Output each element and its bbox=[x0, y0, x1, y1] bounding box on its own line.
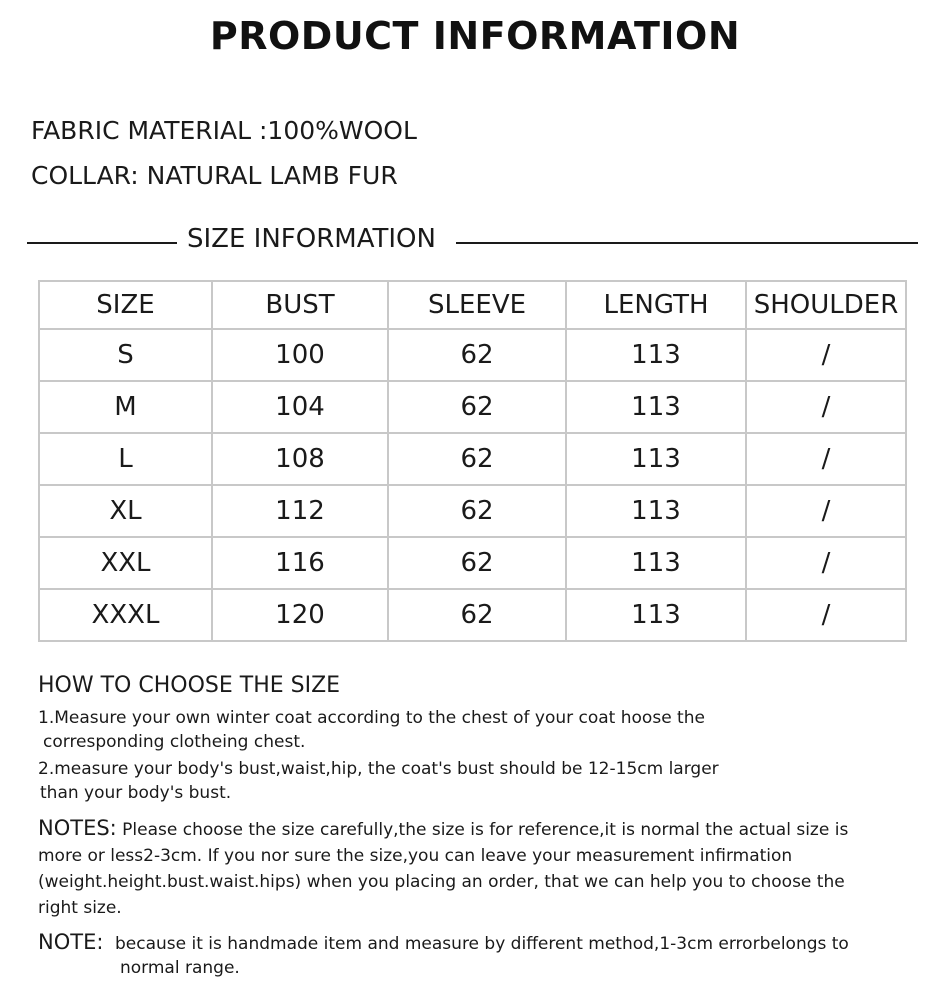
bust-cell: 108 bbox=[212, 433, 388, 485]
column-header-length: LENGTH bbox=[566, 281, 746, 329]
table-row bbox=[39, 485, 906, 537]
size-table-header-row bbox=[39, 281, 906, 329]
note-label: NOTE: bbox=[38, 930, 104, 954]
note-text-line-1: because it is handmade item and measure by different method,1-3cm errorbelongs to bbox=[115, 934, 849, 954]
shoulder-cell: / bbox=[746, 589, 906, 641]
size-information-heading: SIZE INFORMATION bbox=[187, 224, 436, 254]
sleeve-cell: 62 bbox=[388, 433, 566, 485]
size-information-header bbox=[0, 224, 950, 260]
guide-step-2-line-2: than your body's bust. bbox=[40, 783, 232, 803]
note-text-line-2: normal range. bbox=[120, 958, 240, 978]
length-cell: 113 bbox=[566, 381, 746, 433]
page-title: PRODUCT INFORMATION bbox=[209, 14, 741, 58]
notes-label: NOTES: bbox=[38, 816, 117, 840]
shoulder-cell: / bbox=[746, 485, 906, 537]
fabric-material-text: FABRIC MATERIAL :100%WOOL bbox=[31, 116, 417, 145]
size-cell: XL bbox=[39, 485, 212, 537]
size-cell: M bbox=[39, 381, 212, 433]
guide-step-1 bbox=[38, 706, 798, 754]
column-header-shoulder: SHOULDER bbox=[746, 281, 906, 329]
guide-step-1-line-1: 1.Measure your own winter coat according to the chest of your coat hoose the bbox=[38, 708, 705, 728]
how-to-choose-heading: HOW TO CHOOSE THE SIZE bbox=[38, 673, 341, 698]
sleeve-cell: 62 bbox=[388, 381, 566, 433]
notes-paragraph bbox=[38, 815, 888, 921]
table-row bbox=[39, 329, 906, 381]
sleeve-cell: 62 bbox=[388, 589, 566, 641]
bust-cell: 112 bbox=[212, 485, 388, 537]
shoulder-cell: / bbox=[746, 329, 906, 381]
divider-left bbox=[27, 242, 177, 244]
guide-step-2-line-1: 2.measure your body's bust,waist,hip, the coat's bust should be 12-15cm larger bbox=[38, 759, 719, 779]
shoulder-cell: / bbox=[746, 433, 906, 485]
size-cell: L bbox=[39, 433, 212, 485]
note-text bbox=[115, 932, 895, 980]
collar-text: COLLAR: NATURAL LAMB FUR bbox=[31, 161, 398, 190]
table-row bbox=[39, 537, 906, 589]
guide-step-2 bbox=[38, 757, 798, 805]
size-table bbox=[38, 280, 907, 642]
size-cell: XXL bbox=[39, 537, 212, 589]
length-cell: 113 bbox=[566, 433, 746, 485]
size-cell: XXXL bbox=[39, 589, 212, 641]
shoulder-cell: / bbox=[746, 537, 906, 589]
column-header-bust: BUST bbox=[212, 281, 388, 329]
size-cell: S bbox=[39, 329, 212, 381]
table-row bbox=[39, 381, 906, 433]
column-header-sleeve: SLEEVE bbox=[388, 281, 566, 329]
length-cell: 113 bbox=[566, 329, 746, 381]
sleeve-cell: 62 bbox=[388, 329, 566, 381]
table-row bbox=[39, 589, 906, 641]
column-header-size: SIZE bbox=[39, 281, 212, 329]
bust-cell: 116 bbox=[212, 537, 388, 589]
guide-step-1-line-2: corresponding clotheing chest. bbox=[43, 732, 306, 752]
shoulder-cell: / bbox=[746, 381, 906, 433]
bust-cell: 120 bbox=[212, 589, 388, 641]
bust-cell: 104 bbox=[212, 381, 388, 433]
divider-right bbox=[456, 242, 918, 244]
length-cell: 113 bbox=[566, 485, 746, 537]
sleeve-cell: 62 bbox=[388, 485, 566, 537]
length-cell: 113 bbox=[566, 589, 746, 641]
notes-text: Please choose the size carefully,the size is for reference,it is normal the actual size is more or less2-3cm. If you nor sure the size,you can leave your measurement infirmation (weight.height.bust.waist.hips) when you placing an order, that we can help you to choose the right size. bbox=[38, 820, 849, 918]
table-row bbox=[39, 433, 906, 485]
sleeve-cell: 62 bbox=[388, 537, 566, 589]
length-cell: 113 bbox=[566, 537, 746, 589]
bust-cell: 100 bbox=[212, 329, 388, 381]
